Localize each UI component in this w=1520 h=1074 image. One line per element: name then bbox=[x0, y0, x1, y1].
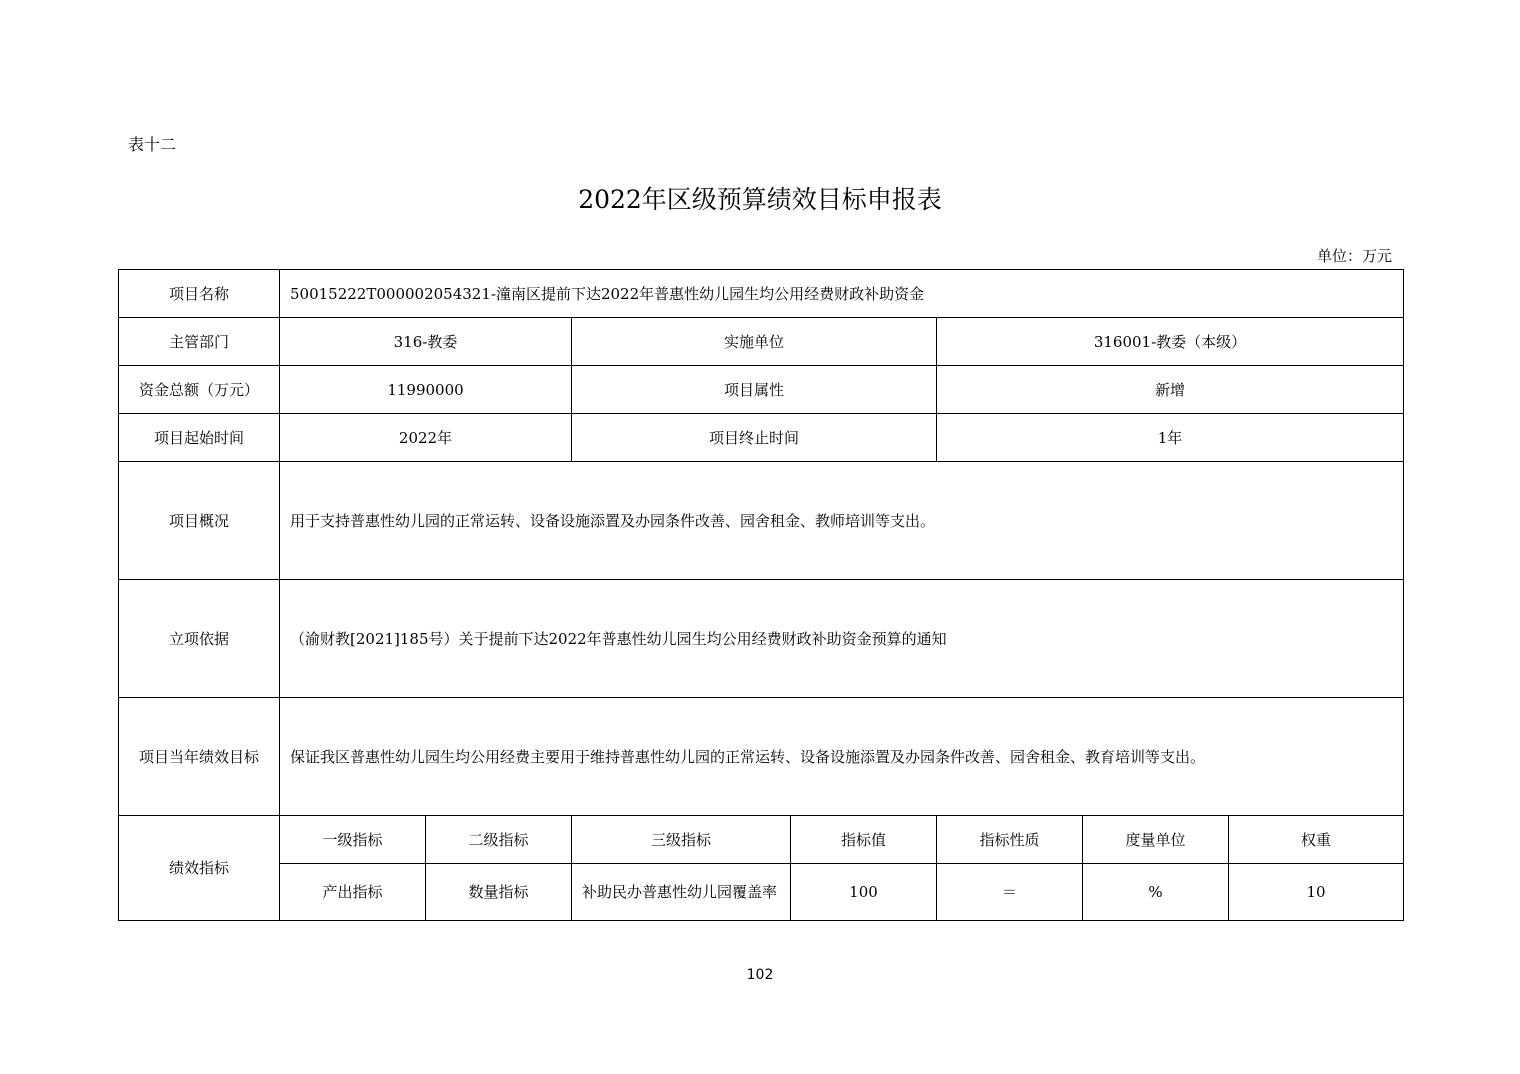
cell-label: 立项依据 bbox=[119, 580, 280, 698]
row-goal bbox=[119, 698, 1404, 816]
cell-value: 316001-教委（本级） bbox=[937, 318, 1404, 366]
column-header: 权重 bbox=[1229, 816, 1404, 864]
table-label: 表十二 bbox=[128, 135, 177, 154]
cell-label: 绩效指标 bbox=[119, 816, 280, 921]
column-header: 指标性质 bbox=[937, 816, 1083, 864]
page-number: 102 bbox=[746, 967, 774, 983]
row-indicator-header bbox=[119, 816, 1404, 864]
cell-value: （渝财教[2021]185号）关于提前下达2022年普惠性幼儿园生均公用经费财政补助资金预算的通知 bbox=[280, 580, 1404, 698]
column-header: 二级指标 bbox=[426, 816, 572, 864]
table-cell: 产出指标 bbox=[280, 864, 426, 921]
cell-value: 新增 bbox=[937, 366, 1404, 414]
unit-label: 单位：万元 bbox=[1316, 247, 1392, 265]
cell-value: 2022年 bbox=[280, 414, 572, 462]
cell-value: 11990000 bbox=[280, 366, 572, 414]
row-department bbox=[119, 318, 1404, 366]
row-project-name bbox=[119, 270, 1404, 318]
column-header: 指标值 bbox=[791, 816, 937, 864]
row-time bbox=[119, 414, 1404, 462]
cell-value: 50015222T000002054321-潼南区提前下达2022年普惠性幼儿园生均公用经费财政补助资金 bbox=[280, 270, 1404, 318]
table-cell: 100 bbox=[791, 864, 937, 921]
cell-label: 项目属性 bbox=[572, 366, 937, 414]
cell-value: 1年 bbox=[937, 414, 1404, 462]
cell-label: 项目当年绩效目标 bbox=[119, 698, 280, 816]
budget-performance-table bbox=[118, 269, 1404, 921]
row-funds bbox=[119, 366, 1404, 414]
cell-label: 项目概况 bbox=[119, 462, 280, 580]
table-cell: 数量指标 bbox=[426, 864, 572, 921]
row-overview bbox=[119, 462, 1404, 580]
table-cell: ＝ bbox=[937, 864, 1083, 921]
cell-label: 主管部门 bbox=[119, 318, 280, 366]
table-cell: % bbox=[1083, 864, 1229, 921]
cell-value: 用于支持普惠性幼儿园的正常运转、设备设施添置及办园条件改善、园舍租金、教师培训等支出。 bbox=[280, 462, 1404, 580]
column-header: 度量单位 bbox=[1083, 816, 1229, 864]
table-cell: 10 bbox=[1229, 864, 1404, 921]
cell-label: 资金总额（万元） bbox=[119, 366, 280, 414]
table-cell: 补助民办普惠性幼儿园覆盖率 bbox=[572, 864, 791, 921]
cell-value: 保证我区普惠性幼儿园生均公用经费主要用于维持普惠性幼儿园的正常运转、设备设施添置及办园条件改善、园舍租金、教育培训等支出。 bbox=[280, 698, 1404, 816]
row-basis bbox=[119, 580, 1404, 698]
cell-value: 316-教委 bbox=[280, 318, 572, 366]
column-header: 三级指标 bbox=[572, 816, 791, 864]
cell-label: 项目起始时间 bbox=[119, 414, 280, 462]
cell-label: 项目名称 bbox=[119, 270, 280, 318]
column-header: 一级指标 bbox=[280, 816, 426, 864]
row-indicator bbox=[119, 864, 1404, 921]
cell-label: 项目终止时间 bbox=[572, 414, 937, 462]
cell-label: 实施单位 bbox=[572, 318, 937, 366]
document-title: 2022年区级预算绩效目标申报表 bbox=[578, 185, 942, 214]
